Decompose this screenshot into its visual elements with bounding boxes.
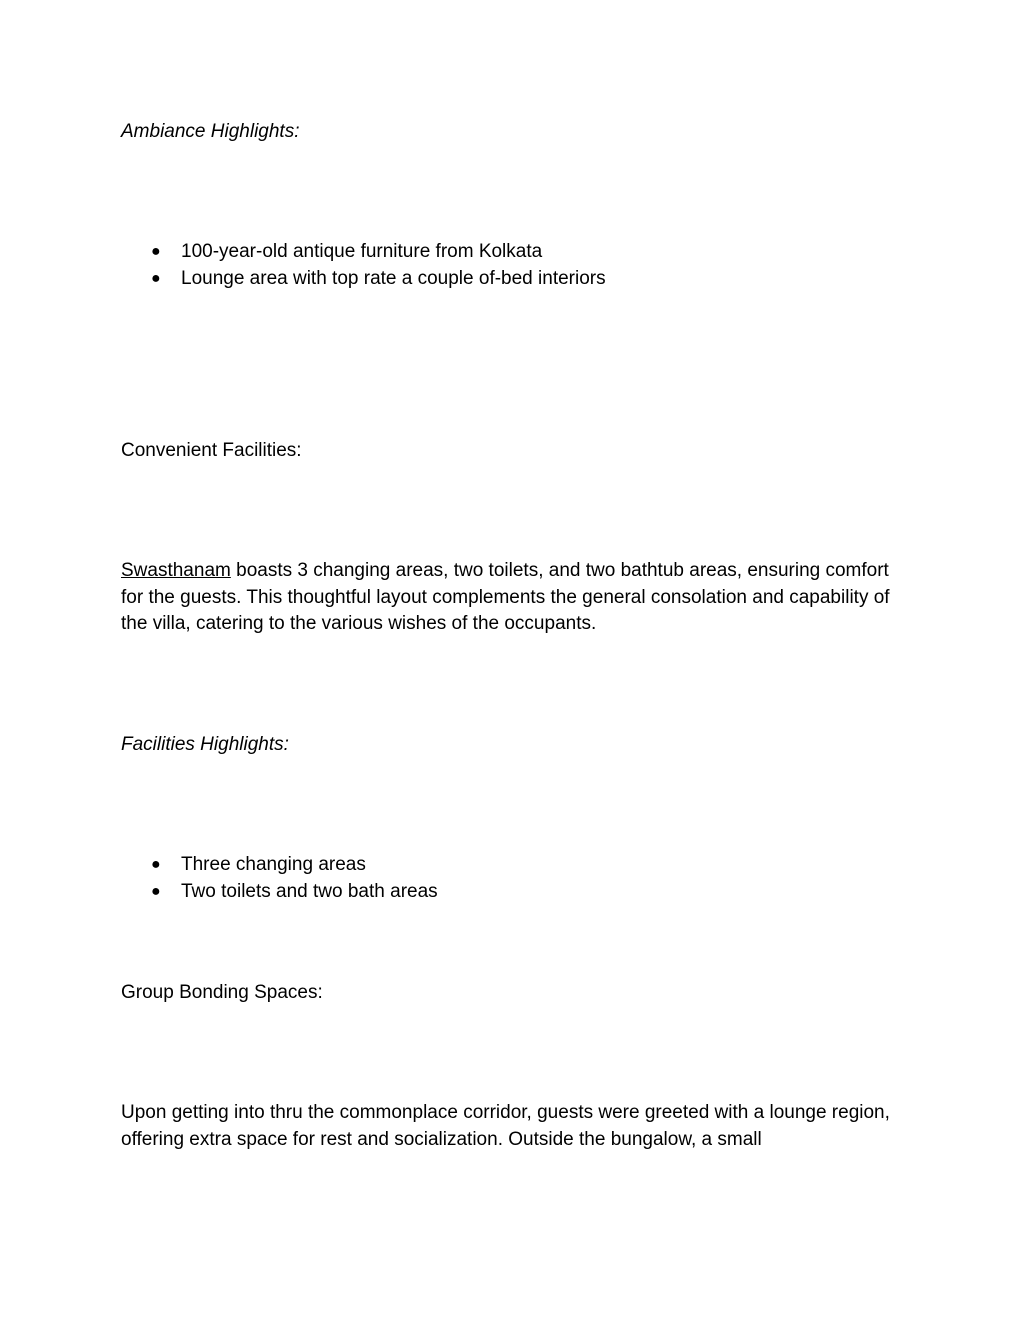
bullet-icon: ● [151, 856, 161, 873]
facilities-bullet-list [121, 852, 911, 905]
list-item-text: Lounge area with top rate a couple of-bed interiors [181, 267, 606, 289]
list-item-text: Two toilets and two bath areas [181, 880, 438, 902]
convenient-facilities-paragraph [121, 558, 911, 638]
group-bonding-paragraph: Upon getting into thru the commonplace corridor, guests were greeted with a lounge region, offering extra space for rest and socialization. Outside the bungalow, a small [121, 1102, 890, 1150]
list-item-text: 100-year-old antique furniture from Kolkata [181, 241, 543, 262]
list-item [121, 879, 911, 906]
ambiance-bullet-list [121, 239, 911, 292]
group-bonding-heading: Group Bonding Spaces: [121, 982, 323, 1003]
bullet-icon: ● [151, 882, 161, 900]
list-item [121, 852, 911, 879]
ambiance-highlights-heading: Ambiance Highlights: [121, 121, 300, 142]
bullet-icon: ● [151, 269, 161, 287]
list-item [121, 266, 911, 293]
list-item-text: Three changing areas [181, 854, 366, 875]
facilities-highlights-heading: Facilities Highlights: [121, 734, 289, 755]
convenient-facilities-heading: Convenient Facilities: [121, 440, 302, 461]
swasthanam-link[interactable]: Swasthanam [121, 560, 231, 581]
list-item [121, 239, 911, 266]
paragraph-text: boasts 3 changing areas, two toilets, and two bathtub areas, ensuring comfort for the guests. This thoughtful layout complements the general consolation and capability of the villa, catering to the various wishes of the occupants. [121, 560, 890, 634]
bullet-icon: ● [151, 243, 161, 260]
